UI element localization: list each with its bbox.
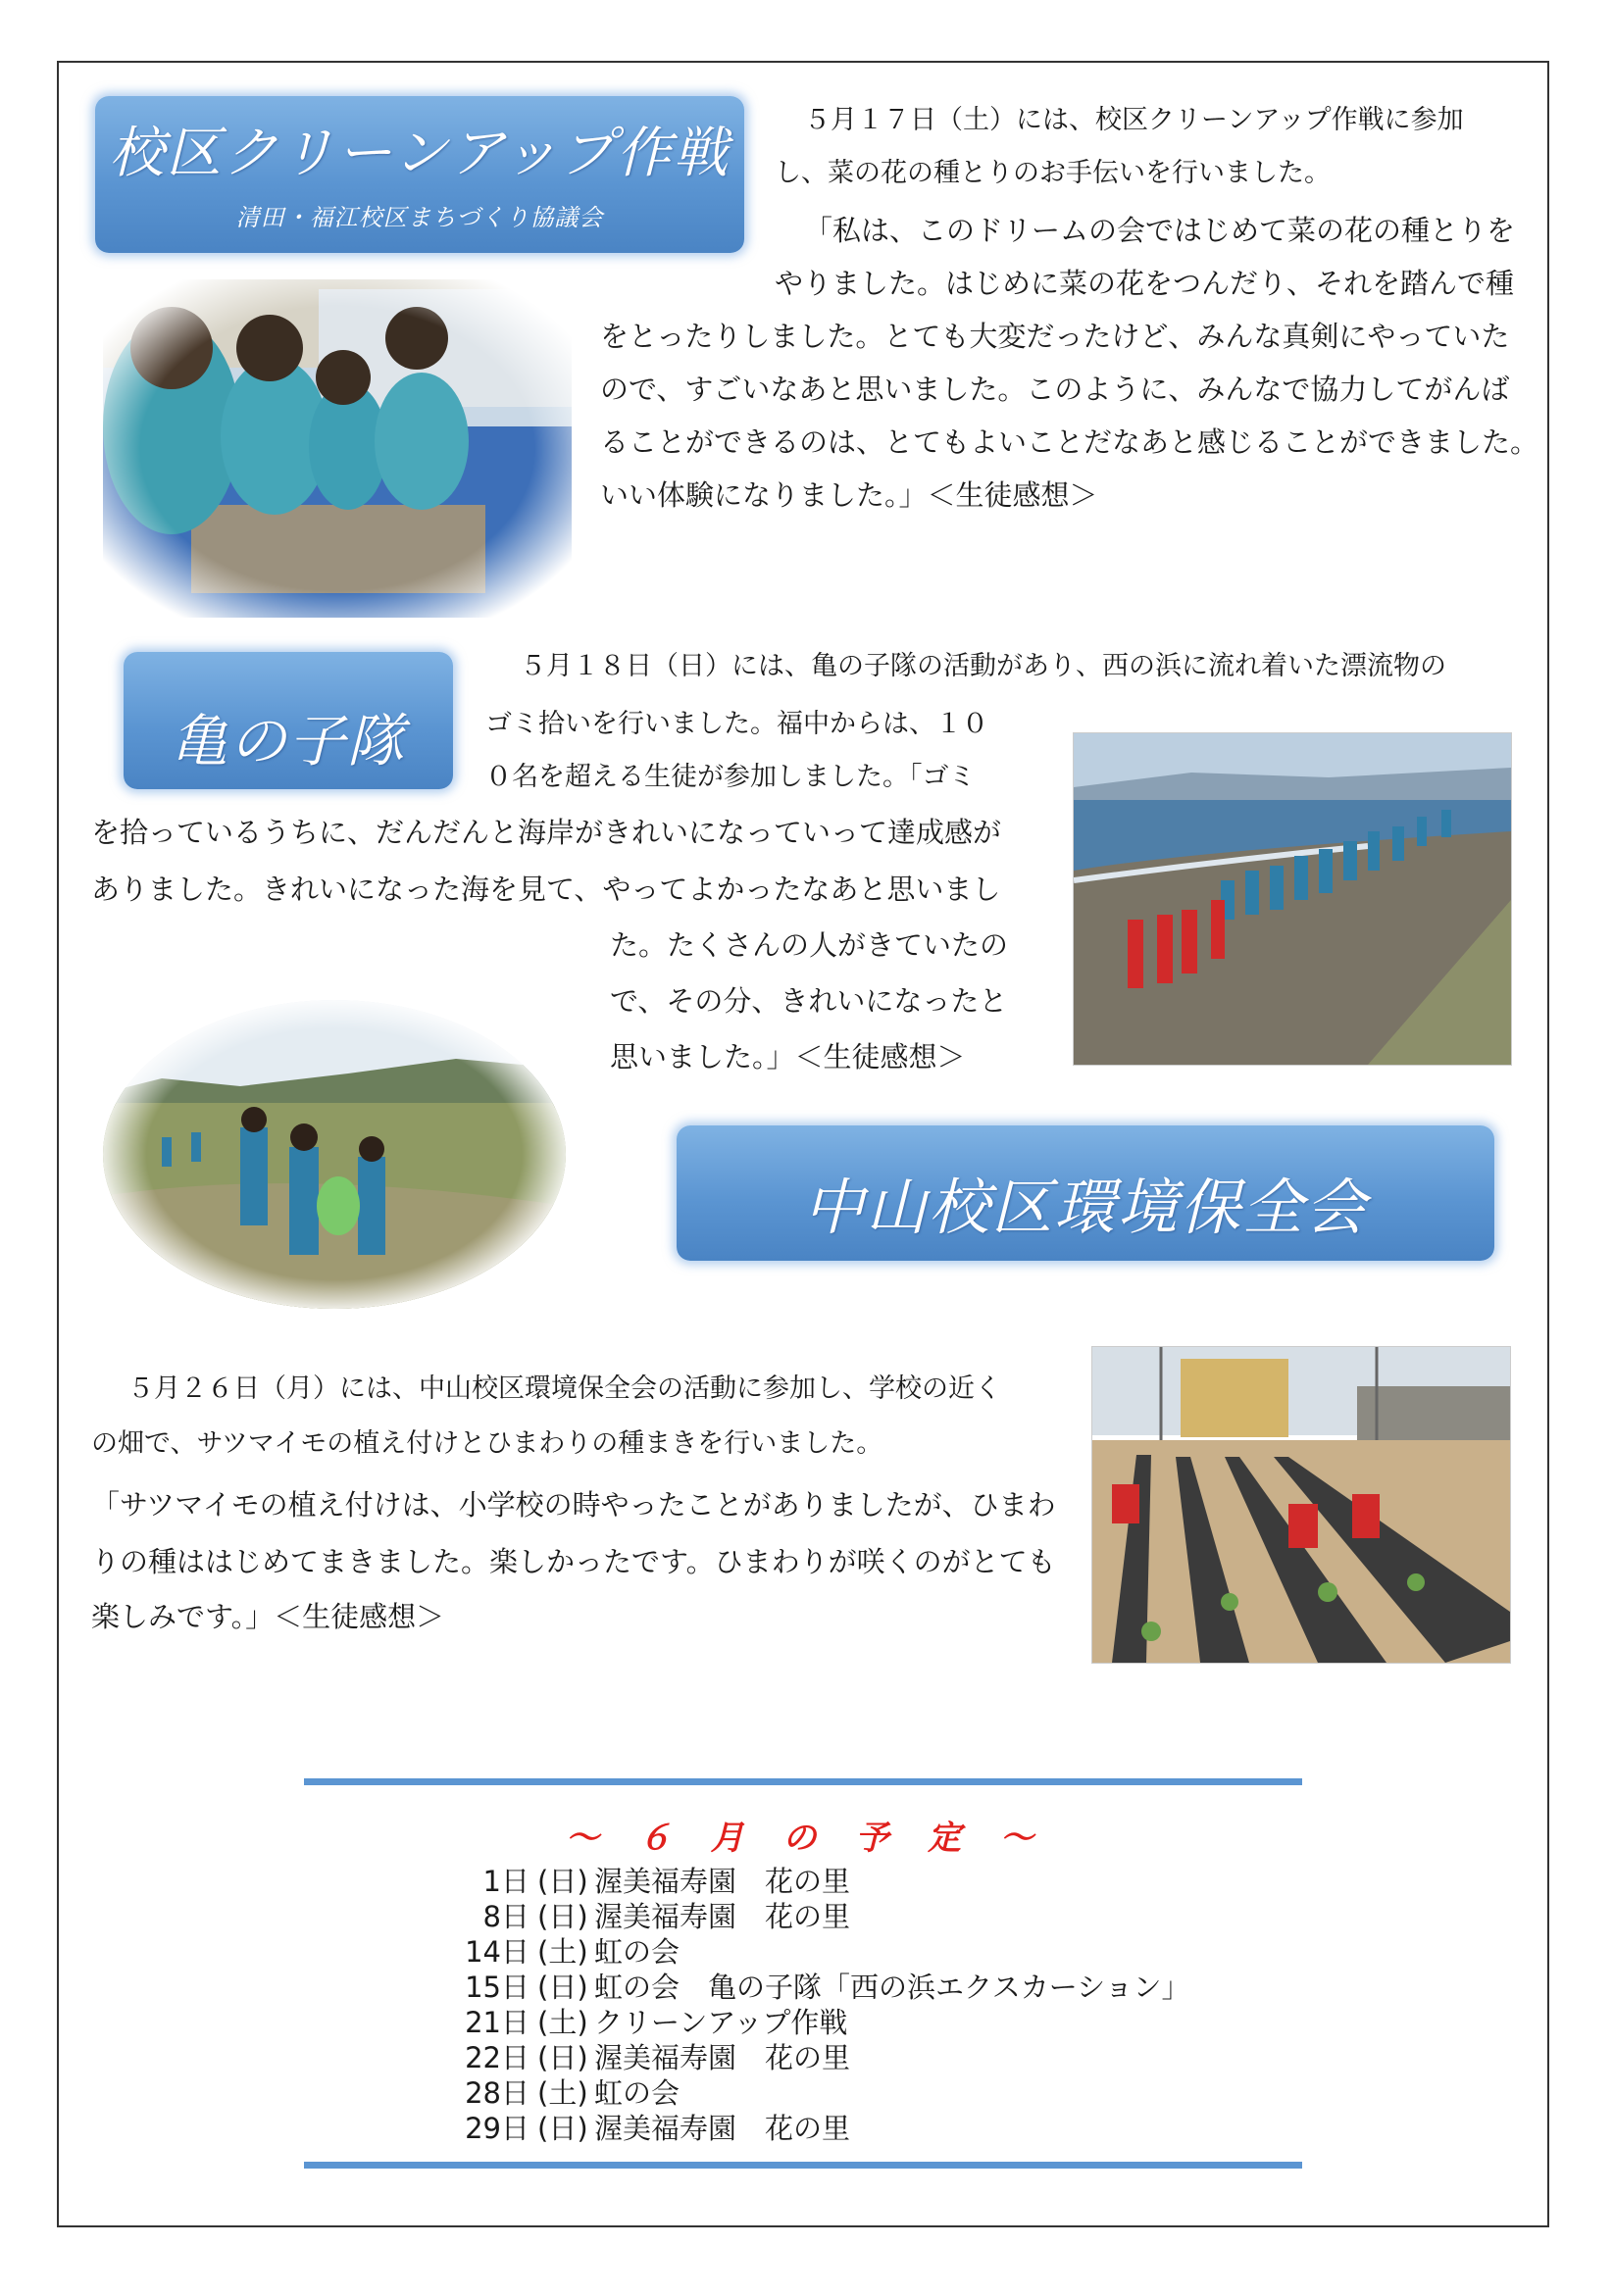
section3-intro-2: の畑で、サツマイモの植え付けとひまわりの種まきを行いました。 <box>91 1428 883 1459</box>
section2-banner <box>124 652 453 789</box>
section1-intro-2: し、菜の花の種とりのお手伝いを行いました。 <box>775 158 1331 188</box>
section3-quote-3: 楽しみです。」＜生徒感想＞ <box>91 1600 445 1633</box>
section1-quote-4: ので、すごいなあと思いました。このように、みんなで協力してがんば <box>600 373 1510 406</box>
section3-banner <box>677 1125 1494 1261</box>
section1-quote-2: やりました。はじめに菜の花をつんだり、それを踏んで種 <box>775 267 1515 300</box>
section3-title: 中山校区環境保全会 <box>802 1172 1368 1243</box>
planting-photo <box>1091 1346 1511 1664</box>
section2-quote-5: 思いました。」＜生徒感想＞ <box>610 1040 966 1073</box>
section1-intro-1: ５月１７日（土）には、校区クリーンアップ作戦に参加 <box>804 105 1464 135</box>
section3-quote-1: 「サツマイモの植え付けは、小学校の時やったことがありましたが、ひまわ <box>91 1488 1056 1522</box>
section2-quote-1: を拾っているうちに、だんだんと海岸がきれいになっていって達成感が <box>91 816 1002 849</box>
section3-quote-2: りの種ははじめてまきました。楽しかったです。ひまわりが咲くのがとても <box>91 1545 1056 1578</box>
section2-quote-4: で、その分、きれいになったと <box>610 984 1008 1018</box>
schedule-rule-top <box>304 1778 1302 1785</box>
section2-intro-2: ゴミ拾いを行いました。福中からは、１０ <box>485 709 988 739</box>
section2-title: 亀の子隊 <box>170 708 406 774</box>
seed-harvest-photo <box>103 279 572 618</box>
section1-quote-5: ることができるのは、とてもよいことだなあと感じることができました。 <box>600 425 1539 459</box>
beach-cleanup-photo <box>1073 732 1512 1066</box>
section2-intro-3: ０名を超える生徒が参加しました。「ゴミ <box>485 762 976 792</box>
section1-subtitle: 清田・福江校区まちづくり協議会 <box>235 204 604 231</box>
section1-quote-6: いい体験になりました。」＜生徒感想＞ <box>600 478 1098 512</box>
schedule-rule-bottom <box>304 2162 1302 2169</box>
section2-intro-1: ５月１８日（日）には、亀の子隊の活動があり、西の浜に流れ着いた漂流物の <box>520 651 1446 681</box>
section1-quote-3: をとったりしました。とても大変だったけど、みんな真剣にやっていた <box>600 320 1510 353</box>
field-cleanup-photo <box>103 1000 566 1309</box>
schedule-title: ～ ６ 月 の 予 定 ～ <box>565 1819 1048 1858</box>
section1-banner <box>95 96 744 253</box>
section1-quote-1: 「私は、このドリームの会ではじめて菜の花の種とりを <box>804 214 1516 247</box>
section2-quote-2: ありました。きれいになった海を見て、やってよかったなあと思いまし <box>91 873 1001 906</box>
section3-intro-1: ５月２６日（月）には、中山校区環境保全会の活動に参加し、学校の近く <box>127 1373 1001 1404</box>
section2-quote-3: た。たくさんの人がきていたの <box>610 928 1009 962</box>
section1-title: 校区クリーンアップ作戦 <box>109 122 731 185</box>
